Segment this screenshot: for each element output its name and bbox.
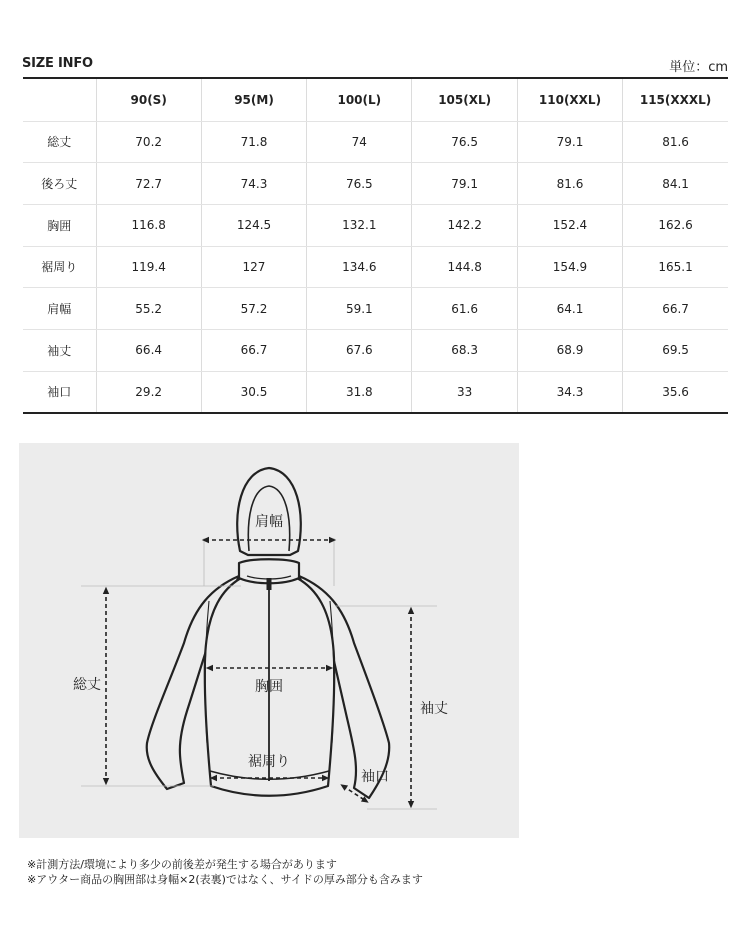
table-cell: 31.8 [307,371,412,413]
table-row [23,288,728,330]
label-hem: 裾周り [248,754,290,770]
label-sleeve-length: 袖丈 [420,701,448,717]
row-label: 胸囲 [23,204,96,246]
note-line: ※計測方法/環境により多少の前後差が発生する場合があります [27,858,337,871]
row-label: 後ろ丈 [23,163,96,205]
table-cell: 144.8 [412,246,517,288]
table-cell: 134.6 [307,246,412,288]
jacket-illustration [19,443,519,838]
table-cell: 61.6 [412,288,517,330]
table-cell: 74.3 [201,163,306,205]
table-cell: 35.6 [623,371,728,413]
table-cell: 162.6 [623,204,728,246]
table-row [23,121,728,163]
column-header: 100(L) [307,78,412,121]
row-label: 総丈 [23,121,96,163]
label-total-length: 総丈 [73,677,101,693]
measurement-diagram [19,443,519,838]
table-row [23,246,728,288]
table-cell: 116.8 [96,204,201,246]
table-cell: 66.4 [96,329,201,371]
column-header: 110(XXL) [517,78,622,121]
table-cell: 74 [307,121,412,163]
table-header-row [23,78,728,121]
table-cell: 33 [412,371,517,413]
table-row [23,204,728,246]
table-cell: 81.6 [623,121,728,163]
table-cell: 142.2 [412,204,517,246]
table-cell: 64.1 [517,288,622,330]
notes [27,857,423,887]
table-cell: 66.7 [623,288,728,330]
table-cell: 34.3 [517,371,622,413]
table-cell: 76.5 [307,163,412,205]
table-cell: 67.6 [307,329,412,371]
row-label: 袖丈 [23,329,96,371]
row-label: 袖口 [23,371,96,413]
note-line: ※アウター商品の胸囲部は身幅×2(表裏)ではなく、サイドの厚み部分も含みます [27,873,423,886]
table-row [23,371,728,413]
column-header [23,78,96,121]
column-header: 95(M) [201,78,306,121]
table-cell: 68.9 [517,329,622,371]
table-cell: 127 [201,246,306,288]
hood-outline [237,468,301,555]
label-chest: 胸囲 [255,679,283,695]
table-cell: 70.2 [96,121,201,163]
table-cell: 71.8 [201,121,306,163]
table-cell: 84.1 [623,163,728,205]
table-cell: 79.1 [412,163,517,205]
table-row [23,329,728,371]
row-label: 裾周り [23,246,96,288]
column-header: 105(XL) [412,78,517,121]
table-cell: 57.2 [201,288,306,330]
table-cell: 72.7 [96,163,201,205]
table-cell: 79.1 [517,121,622,163]
table-cell: 66.7 [201,329,306,371]
table-cell: 165.1 [623,246,728,288]
label-cuff: 袖口 [361,769,389,785]
column-header: 115(XXXL) [623,78,728,121]
table-cell: 132.1 [307,204,412,246]
unit-label: 単位：cm [669,60,728,75]
section-title: SIZE INFO [22,56,93,71]
column-header: 90(S) [96,78,201,121]
table-cell: 29.2 [96,371,201,413]
table-cell: 55.2 [96,288,201,330]
table-cell: 119.4 [96,246,201,288]
table-cell: 76.5 [412,121,517,163]
table-cell: 152.4 [517,204,622,246]
size-table [23,77,728,414]
table-cell: 59.1 [307,288,412,330]
table-cell: 124.5 [201,204,306,246]
table-cell: 69.5 [623,329,728,371]
table-cell: 68.3 [412,329,517,371]
table-cell: 81.6 [517,163,622,205]
table-cell: 154.9 [517,246,622,288]
row-label: 肩幅 [23,288,96,330]
table-cell: 30.5 [201,371,306,413]
label-shoulder: 肩幅 [255,514,283,530]
table-row [23,163,728,205]
